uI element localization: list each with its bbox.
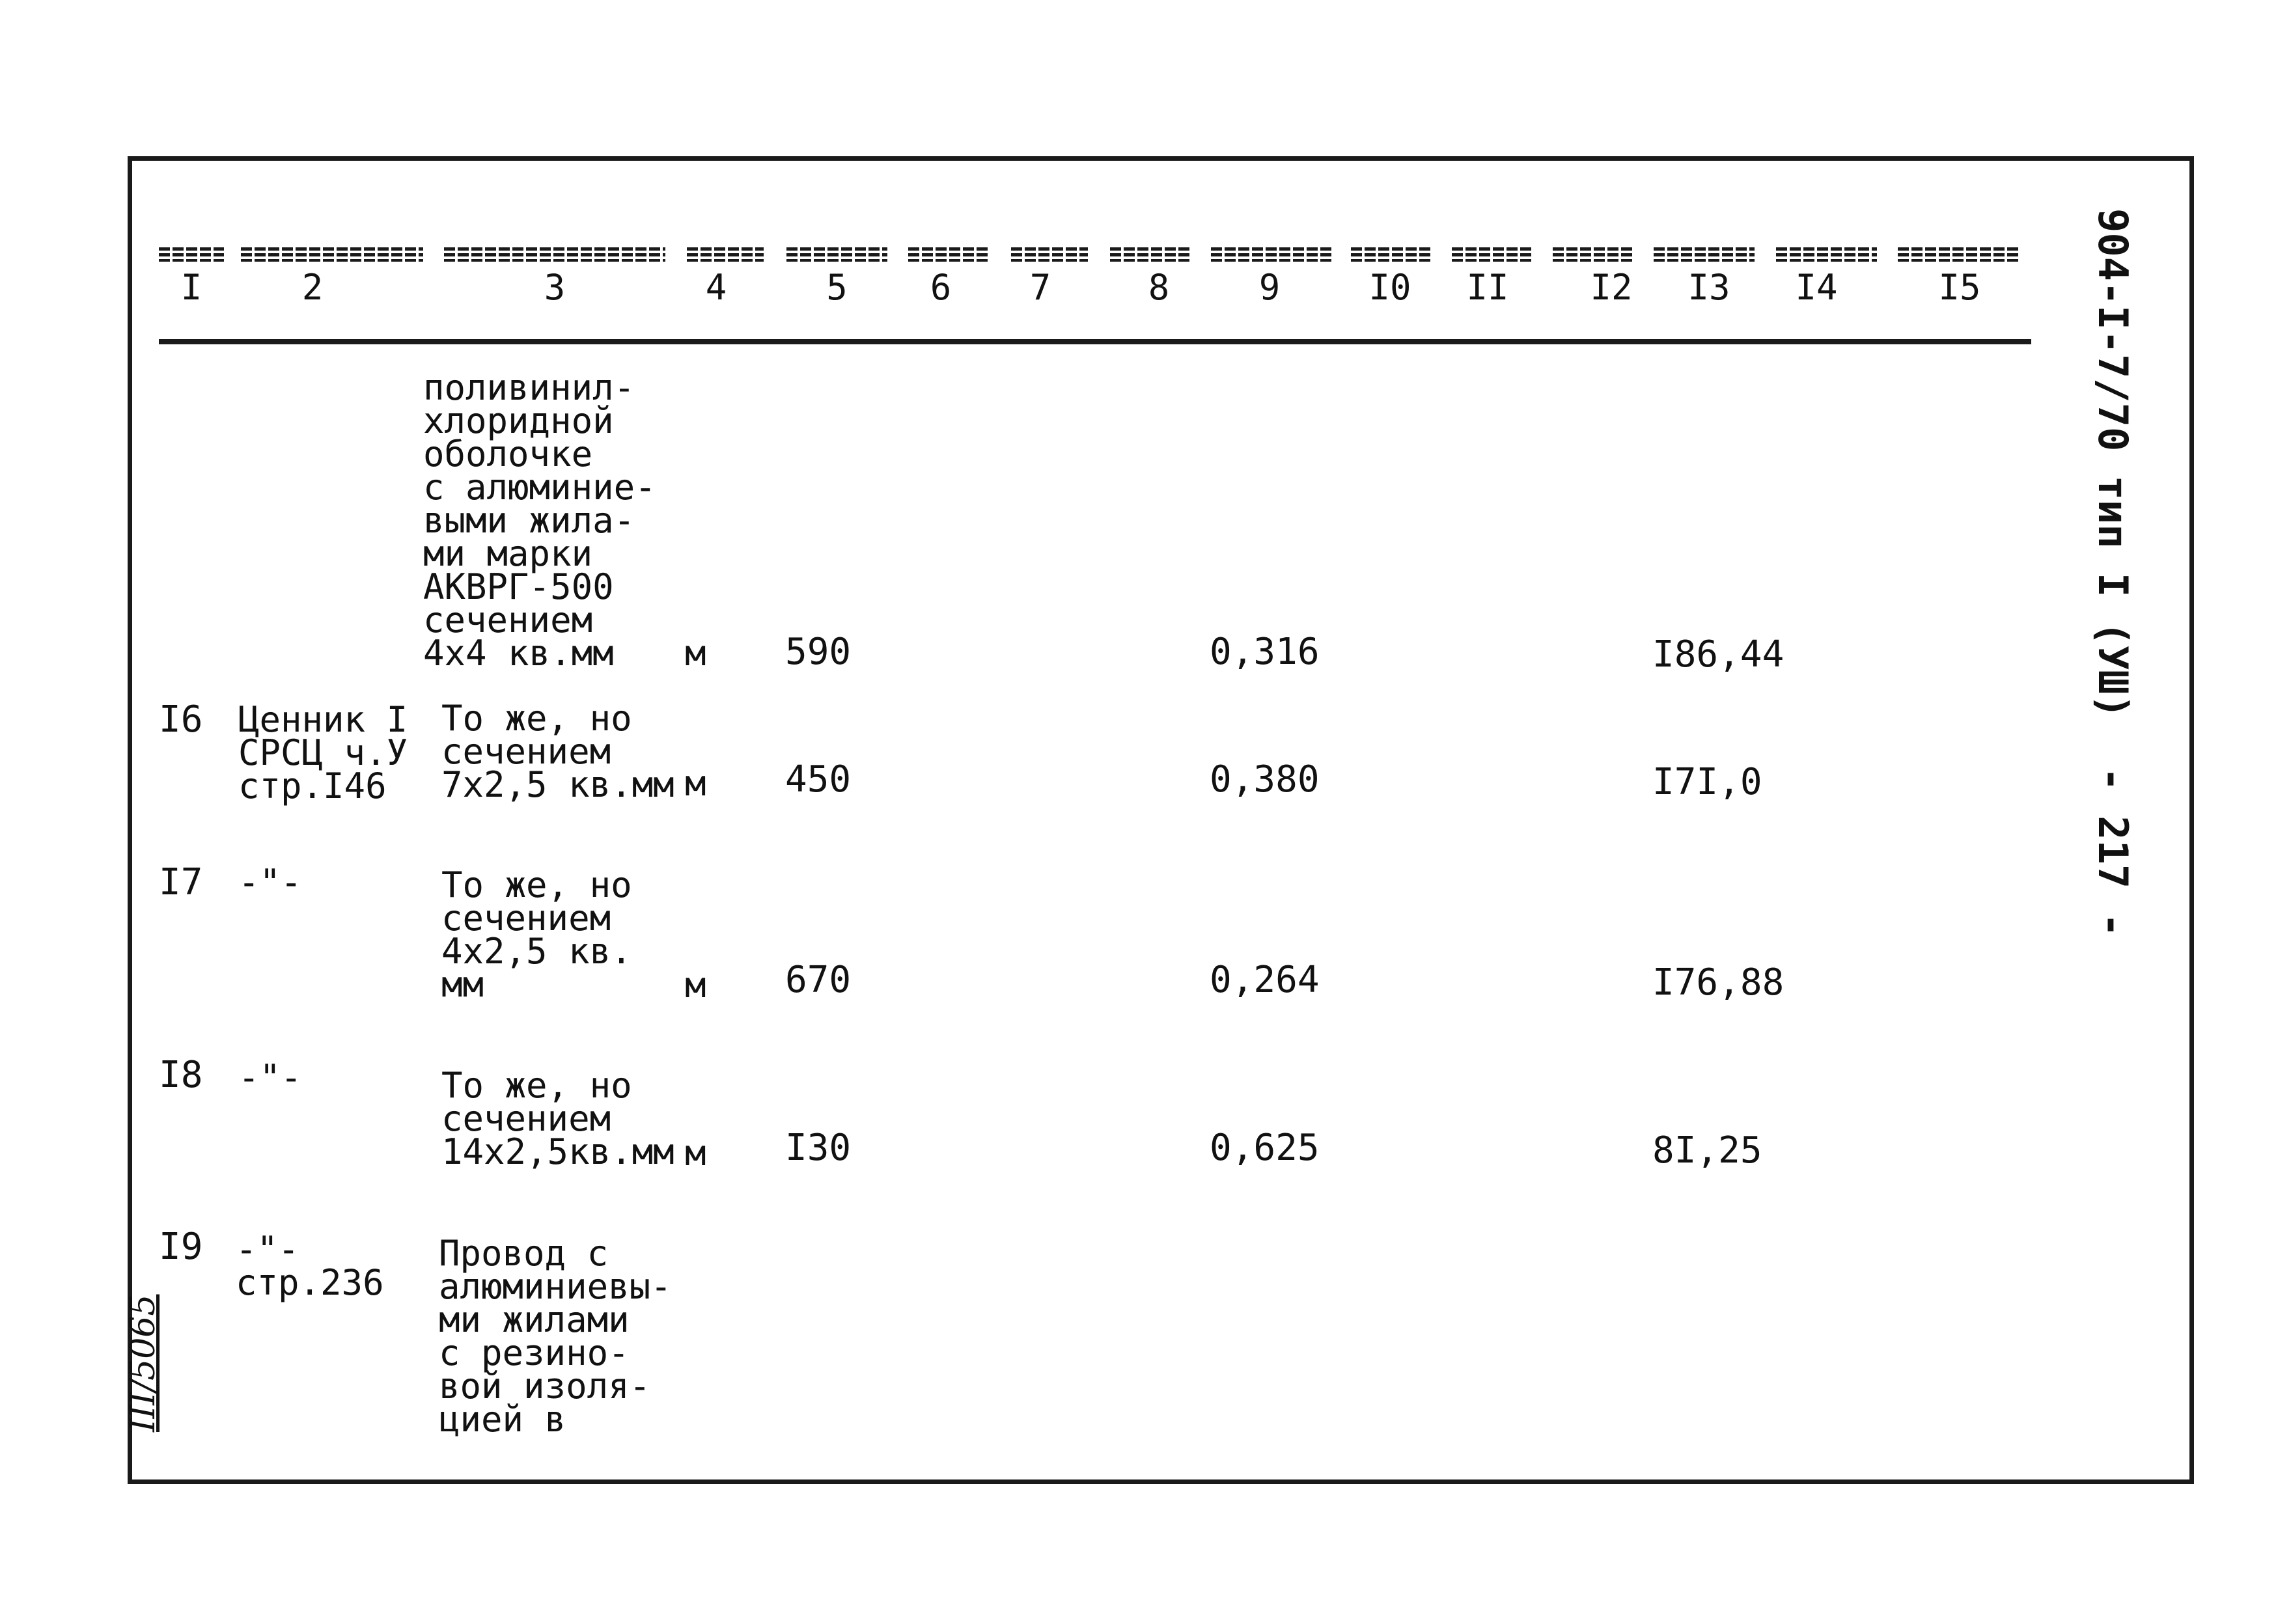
header-divider <box>159 339 2031 344</box>
row-1-price: 0,380 <box>1210 758 1320 801</box>
column-number-7: 7 <box>1029 267 1051 308</box>
header-rule-8 <box>1110 247 1189 262</box>
row-0-price: 0,316 <box>1210 631 1320 673</box>
row-2-source: -"- <box>238 862 302 903</box>
row-3-description: То же, но сечением 14х2,5кв.мм <box>441 1065 674 1172</box>
header-rule-3 <box>444 247 665 262</box>
row-2-number: I7 <box>159 861 203 903</box>
header-rule-5 <box>786 247 887 262</box>
column-number-1: I <box>180 267 202 308</box>
row-4-description: Провод с алюминиевы- ми жилами с резино- вой изоля- цией в <box>439 1233 672 1440</box>
row-2-total: I76,88 <box>1652 961 1784 1004</box>
row-3-number: I8 <box>159 1054 203 1096</box>
column-number-5: 5 <box>826 267 848 308</box>
row-3-source: -"- <box>238 1057 302 1098</box>
row-2-description: То же, но сечением 4х2,5 кв. мм <box>441 864 632 1005</box>
row-1-number: I6 <box>159 698 203 741</box>
column-number-9: 9 <box>1258 267 1281 308</box>
header-rule-2 <box>241 247 423 262</box>
column-number-13: I3 <box>1687 267 1730 308</box>
row-2-price: 0,264 <box>1210 959 1320 1001</box>
header-rule-12 <box>1553 247 1632 262</box>
row-2-unit: м <box>685 965 706 1006</box>
row-3-total: 8I,25 <box>1652 1129 1762 1172</box>
row-0-unit: м <box>685 633 706 674</box>
column-number-8: 8 <box>1148 267 1170 308</box>
header-rule-7 <box>1011 247 1088 262</box>
column-number-11: II <box>1466 267 1509 308</box>
header-rule-15 <box>1898 247 2018 262</box>
row-3-price: 0,625 <box>1210 1127 1320 1169</box>
column-number-10: I0 <box>1368 267 1411 308</box>
column-number-15: I5 <box>1938 267 1981 308</box>
row-1-quantity: 450 <box>785 758 852 801</box>
header-rule-9 <box>1211 247 1331 262</box>
header-rule-1 <box>159 247 224 262</box>
row-3-unit: м <box>685 1133 706 1174</box>
table-frame <box>128 156 2194 1484</box>
column-number-6: 6 <box>930 267 952 308</box>
column-number-12: I2 <box>1590 267 1633 308</box>
row-4-source: -"- стр.236 <box>236 1229 384 1303</box>
header-rule-6 <box>908 247 988 262</box>
column-number-3: 3 <box>544 267 566 308</box>
header-rule-4 <box>687 247 764 262</box>
header-rule-10 <box>1351 247 1430 262</box>
row-0-quantity: 590 <box>785 631 852 673</box>
column-number-4: 4 <box>705 267 727 308</box>
row-4-number: I9 <box>159 1226 203 1268</box>
row-2-quantity: 670 <box>785 959 852 1001</box>
archive-stamp: III/5065 <box>124 1294 163 1432</box>
column-number-14: I4 <box>1795 267 1838 308</box>
row-3-quantity: I30 <box>785 1127 852 1169</box>
header-rule-14 <box>1776 247 1877 262</box>
row-0-description: поливинил- хлоридной оболочке с алюминие- выми жила- ми марки АКВРГ-500 сечением 4х4 кв.мм <box>423 367 656 674</box>
column-number-2: 2 <box>301 267 324 308</box>
row-1-unit: м <box>685 763 706 804</box>
row-0-total: I86,44 <box>1652 633 1784 676</box>
document-code-label: 904-I-7/70 тип I (УШ) - 217 - <box>2089 208 2137 937</box>
header-rule-13 <box>1654 247 1755 262</box>
row-1-description: То же, но сечением 7х2,5 кв.мм <box>441 698 674 805</box>
row-1-source: Ценник I СРСЦ ч.У стр.I46 <box>238 699 408 806</box>
header-rule-11 <box>1452 247 1531 262</box>
row-1-total: I7I,0 <box>1652 761 1762 803</box>
